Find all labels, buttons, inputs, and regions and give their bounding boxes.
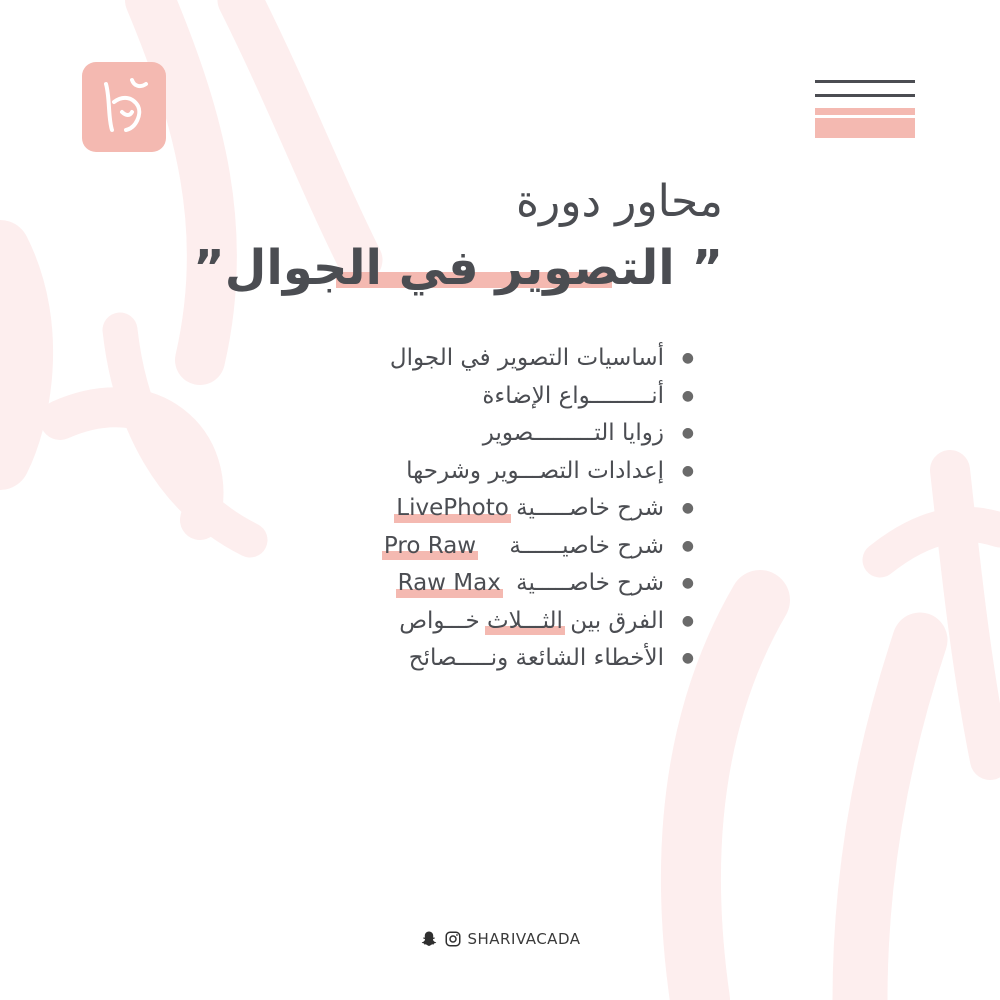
bullet-icon: ● — [681, 500, 694, 516]
feature-name: LivePhoto — [396, 490, 509, 528]
instagram-icon — [444, 930, 462, 948]
bullet-icon: ● — [681, 612, 694, 629]
list-item-label: شرح خاصـــــية — [516, 495, 664, 521]
bullet-icon: ● — [681, 462, 694, 479]
list-item — [384, 378, 694, 416]
list-item-label: أساسيات التصوير في الجوال — [389, 345, 664, 371]
divider-line — [815, 118, 915, 138]
snapchat-icon — [420, 930, 438, 948]
list-item — [384, 415, 694, 453]
list-item — [384, 640, 694, 678]
topic-list — [383, 340, 694, 678]
list-item — [384, 453, 694, 491]
footer — [0, 930, 1000, 948]
page-subtitle: ” التصوير في الجوال” — [193, 240, 723, 296]
list-item — [384, 565, 694, 603]
divider-line — [815, 94, 915, 97]
list-item — [384, 340, 694, 378]
list-item-label: أنـــــــــواع الإضاءة — [482, 382, 664, 409]
list-item-label: الأخطاء الشائعة ونـــــصائح — [408, 645, 664, 671]
highlighted-word: الثـــلاث — [487, 603, 563, 641]
list-item-label: زوايا التـــــــــصوير — [482, 420, 664, 446]
social-handle: SHARIVACADA — [467, 930, 581, 948]
bullet-icon: ● — [681, 350, 694, 366]
list-item-label: الفرق بين — [570, 607, 664, 634]
list-item-label: شرح خاصـــــية — [516, 570, 664, 596]
list-item — [383, 528, 694, 566]
page-title: محاور دورة — [515, 176, 723, 227]
bullet-icon: ● — [681, 387, 694, 404]
divider-line — [815, 108, 915, 115]
feature-name: Raw Max — [398, 565, 501, 603]
logo-icon — [92, 72, 156, 142]
bullet-icon: ● — [681, 650, 694, 666]
bullet-icon: ● — [681, 575, 694, 591]
list-item-label: شرح خاصيــــــة — [509, 532, 664, 559]
list-item — [384, 490, 694, 528]
list-item-label: خـــواص — [399, 607, 480, 634]
divider-line — [815, 80, 915, 83]
feature-name: Pro Raw — [384, 528, 476, 566]
list-item-label: إعدادات التصـــوير وشرحها — [406, 457, 664, 484]
brand-logo — [82, 62, 166, 152]
decorative-lines — [815, 80, 915, 138]
bullet-icon: ● — [681, 425, 694, 441]
bullet-icon: ● — [681, 537, 694, 554]
list-item — [384, 603, 694, 641]
